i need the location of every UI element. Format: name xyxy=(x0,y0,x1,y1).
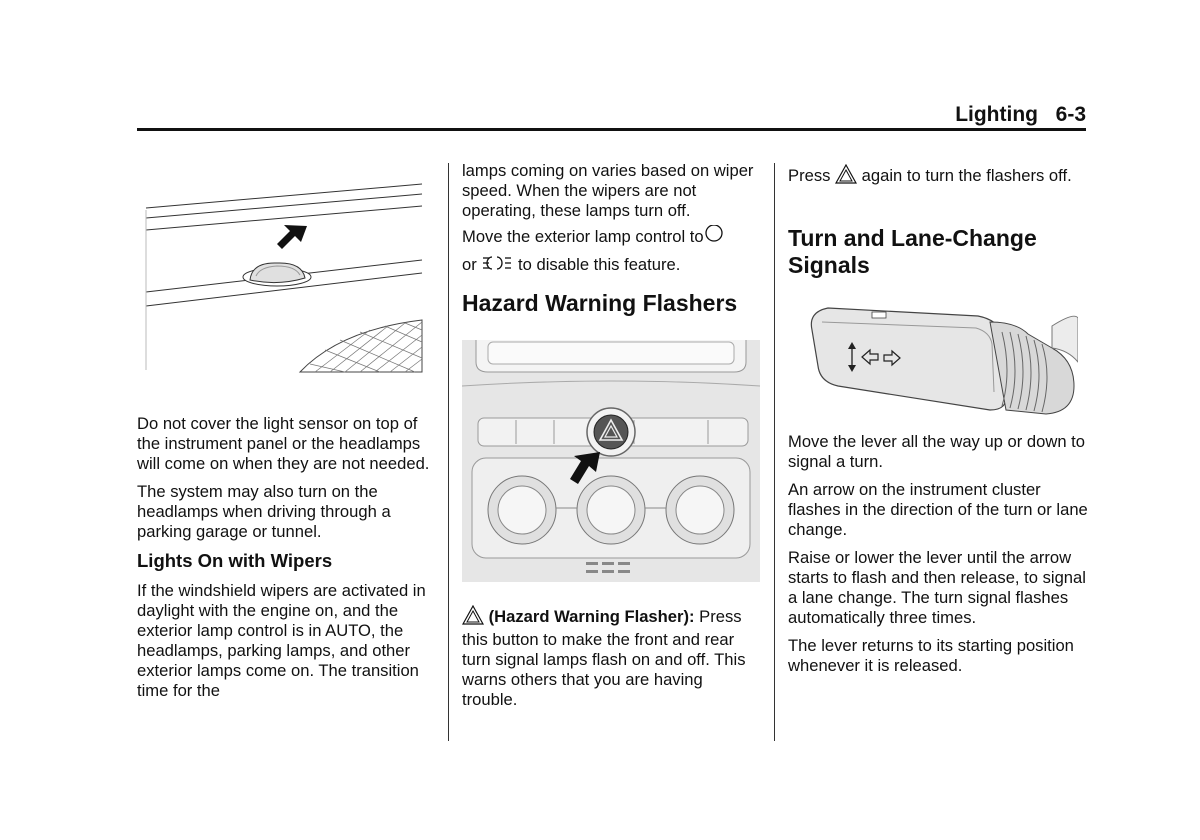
light-sensor-figure xyxy=(140,180,425,375)
lane-change-paragraph: Raise or lower the lever until the arrow starts to flash and then release, to signal a lane change. The turn signal flashes automatically three times. xyxy=(788,548,1086,627)
disable-text-c: to disable this feature. xyxy=(518,255,681,274)
disable-text-a: Move the exterior lamp control to xyxy=(462,226,704,246)
hazard-triangle-icon xyxy=(835,164,857,189)
section-title: Lighting xyxy=(955,103,1038,126)
hazard-label: (Hazard Warning Flasher): xyxy=(488,606,695,626)
header-rule xyxy=(137,128,1086,131)
column-3 xyxy=(788,432,1088,684)
column-3-top xyxy=(788,164,1088,197)
hazard-heading-wrap xyxy=(462,290,762,317)
disable-paragraph xyxy=(462,225,762,280)
column-divider-2 xyxy=(774,163,775,741)
disable-text-b: or xyxy=(462,255,477,274)
cluster-arrow-paragraph: An arrow on the instrument cluster flashes in the direction of the turn or lane change. xyxy=(788,480,1088,539)
column-1 xyxy=(137,414,435,709)
hazard-text: Press this button to make the front and rear turn signal lamps flash on and off. This warns others that you are having trouble. xyxy=(462,606,746,709)
lever-returns-paragraph: The lever returns to its starting position whenever it is released. xyxy=(788,636,1074,675)
wipers-heading: Lights On with Wipers xyxy=(137,550,333,571)
hazard-paragraph xyxy=(462,605,762,710)
press-text-b: again to turn the flashers off. xyxy=(861,165,1072,185)
sensor-paragraph: Do not cover the light sensor on top of the instrument panel or the headlamps will come on when they are not needed. xyxy=(137,414,430,473)
column-2-top xyxy=(462,161,762,280)
parking-lamp-icon xyxy=(481,253,513,278)
move-lever-paragraph: Move the lever all the way up or down to signal a turn. xyxy=(788,432,1086,471)
turn-signal-lever-figure xyxy=(806,302,1078,420)
hazard-description xyxy=(462,605,762,718)
garage-paragraph: The system may also turn on the headlamps when driving through a parking garage or tunnel. xyxy=(137,482,391,541)
page-header xyxy=(0,0,1200,140)
hazard-heading: Hazard Warning Flashers xyxy=(462,290,738,316)
press-text-a: Press xyxy=(788,165,831,185)
column-divider-1 xyxy=(448,163,449,741)
page-number: 6-3 xyxy=(1055,103,1086,126)
circle-off-icon xyxy=(704,225,724,250)
lamps-paragraph: lamps coming on varies based on wiper speed. When the wipers are not operating, these lamps turn off. xyxy=(462,161,754,220)
press-again-paragraph xyxy=(788,164,1088,189)
wipers-paragraph: If the windshield wipers are activated in daylight with the engine on, and the exterior lamp control is in AUTO, the headlamps, parking lamps, and other exterior lamps come on. The transition time for the xyxy=(137,581,426,700)
turn-signals-heading: Turn and Lane-Change Signals xyxy=(788,225,1037,278)
turn-heading-wrap xyxy=(788,225,1088,279)
hazard-triangle-icon xyxy=(462,605,484,630)
hazard-button-figure xyxy=(462,340,760,582)
